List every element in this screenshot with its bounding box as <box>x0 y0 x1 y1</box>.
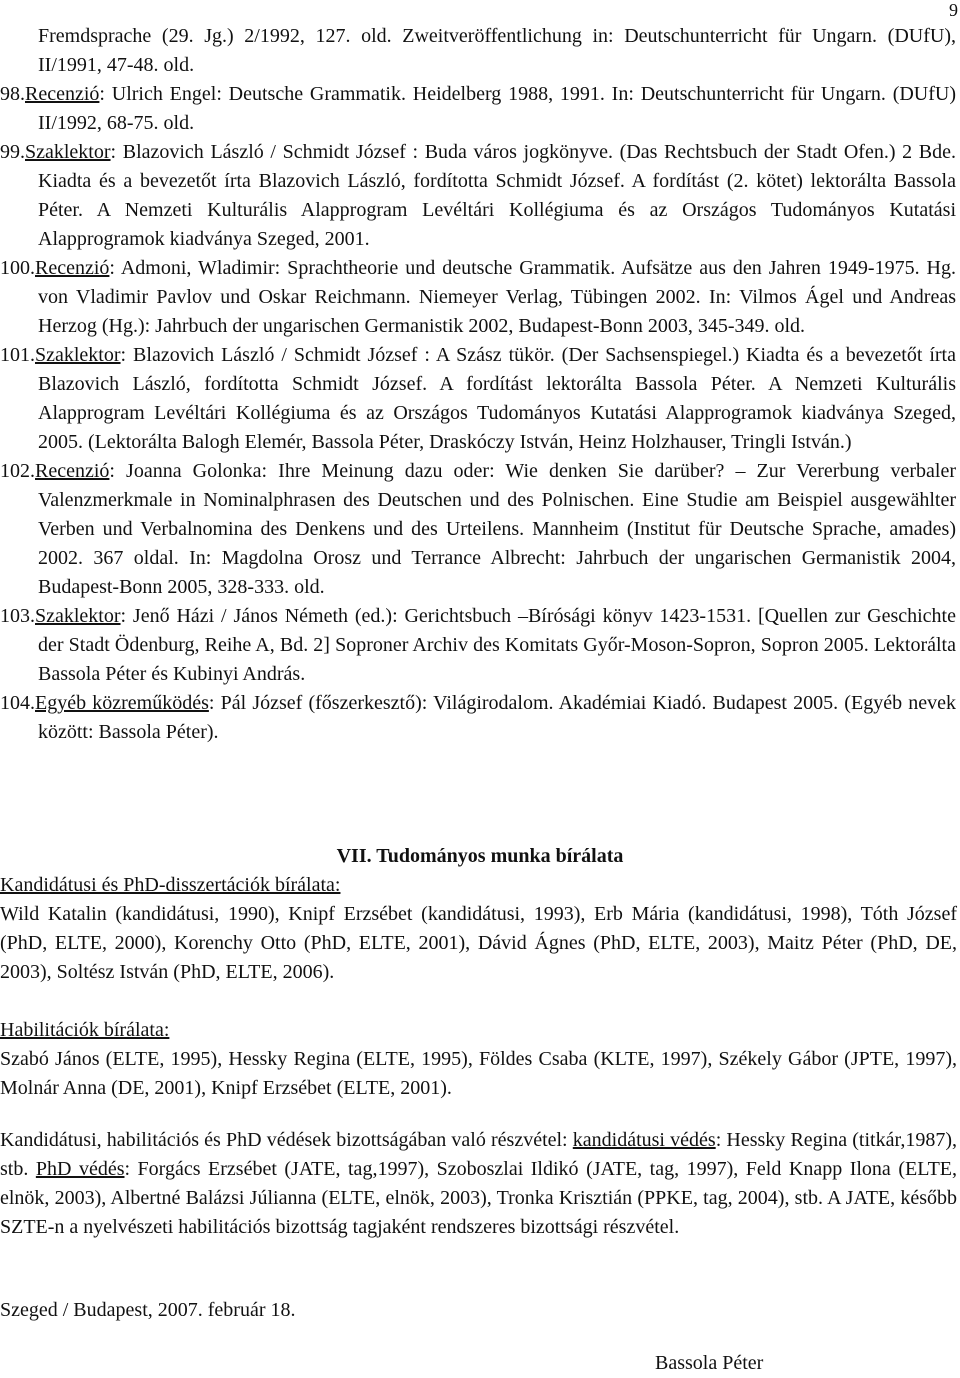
entry-number: 98. <box>0 83 25 105</box>
committee-text-2: : Forgács Erzsébet (JATE, tag,1997), Szoboszlai Ildikó (JATE, tag, 1997), Feld Knapp Ilona (ELTE, elnök, 2003), Albertné Balázsi Júlianna (ELTE, elnök, 2003), Tronka Krisztián (PPKE, tag, 2004), stb. A JATE, később SZTE-n a nyelvészeti habilitációs bizottság tagjaként rendszeres bizottsági részvétel. <box>0 1158 958 1238</box>
list-item <box>0 457 956 602</box>
place-and-date: Szeged / Budapest, 2007. február 18. <box>0 1299 296 1321</box>
entry-text: : Pál József (főszerkesztő): Világirodalom. Akadémiai Kiadó. Budapest 2005. (Egyéb nevek között: Bassola Péter). <box>38 692 956 743</box>
habilitation-review-text: Szabó János (ELTE, 1995), Hessky Regina (ELTE, 1995), Földes Csaba (KLTE, 1997), Székely Gábor (JPTE, 1997), Molnár Anna (DE, 2001), Knipf Erzsébet (ELTE, 2001). <box>0 1048 957 1099</box>
list-item <box>0 602 956 689</box>
section-title: VII. Tudományos munka bírálata <box>336 845 624 867</box>
entry-type-label: Szaklektor <box>35 344 121 366</box>
entry-number: 99. <box>0 141 25 163</box>
habilitation-review-heading: Habilitációk bírálata: <box>0 1019 170 1041</box>
entry-text: : Joanna Golonka: Ihre Meinung dazu oder: Wie denken Sie darüber? – Zur Vererbung verbaler Valenzmerkmale in Nominalphrasen des Deutschen und des Polnischen. Eine Studie am Beispiel ausgewählter Verben und Verbalnomina des Denkens und des Urteilens. Mannheim (Institut für Deutsche Sprache, amades) 2002. 367 oldal. In: Magdolna Orosz und Terrance Albrecht: Jahrbuch der ungarischen Germanistik 2004, Budapest-Bonn 2005, 328-333. old. <box>38 460 956 598</box>
dissertation-review-block <box>0 871 957 987</box>
committee-participation-paragraph <box>0 1126 957 1242</box>
committee-text-1: : Hessky Regina (titkár,1987), stb. <box>0 1129 957 1180</box>
committee-label-candidate: kandidátusi védés <box>572 1129 716 1151</box>
entry-number: 103. <box>0 605 35 627</box>
entry-number: 100. <box>0 257 35 279</box>
entry-type-label: Szaklektor <box>25 141 111 163</box>
entry-type-label: Recenzió <box>35 460 110 482</box>
entry-type-label: Egyéb közreműködés <box>35 692 209 714</box>
committee-label-phd: PhD védés <box>35 1158 125 1180</box>
entry-text: : Ulrich Engel: Deutsche Grammatik. Heidelberg 1988, 1991. In: Deutschunterricht für Ungarn. (DUfU) II/1992, 68-75. old. <box>38 83 956 134</box>
list-item <box>0 80 956 138</box>
list-item <box>0 254 956 341</box>
entry-text: : Jenő Házi / János Németh (ed.): Gerichtsbuch –Bírósági könyv 1423-1531. [Quellen zur Geschichte der Stadt Ödenburg, Reihe A, Bd. 2] Soproner Archiv des Komitats Győr-Moson-Sopron, Sopron 2005. Lektorálta Bassola Péter és Kubinyi András. <box>38 605 956 685</box>
dissertation-review-heading: Kandidátusi és PhD-disszertációk bírálata: <box>0 874 341 896</box>
entry-number: 102. <box>0 460 35 482</box>
entry-number: 104. <box>0 692 35 714</box>
entry-text: : Blazovich László / Schmidt József : Buda város jogkönyve. (Das Rechtsbuch der Stadt Ofen.) 2 Bde. Kiadta és a bevezetőt írta Blazovich László, fordította Schmidt József. A fordítást (2. kötet) lektorálta Bassola Péter. A Nemzeti Kulturális Alapprogram Levéltári Kollégiuma és az Országos Tudományos Kutatási Alapprogramok kiadványa Szeged, 2001. <box>38 141 956 250</box>
page-number: 9 <box>949 0 958 20</box>
committee-intro: Kandidátusi, habilitációs és PhD védések bizottságában való részvétel: <box>0 1129 573 1151</box>
entry-text: : Admoni, Wladimir: Sprachtheorie und deutsche Grammatik. Aufsätze aus den Jahren 1949-1975. Hg. von Vladimir Pavlov und Oskar Reichmann. Niemeyer Verlag, Tübingen 2002. In: Vilmos Ágel und Andreas Herzog (Hg.): Jahrbuch der ungarischen Germanistik 2002, Budapest-Bonn 2003, 345-349. old. <box>38 257 956 337</box>
entry-text: Fremdsprache (29. Jg.) 2/1992, 127. old. Zweitveröffentlichung in: Deutschunterricht für Ungarn. (DUfU), II/1991, 47-48. old. <box>38 25 956 76</box>
habilitation-review-block <box>0 1016 957 1103</box>
entry-type-label: Szaklektor <box>35 605 121 627</box>
signature-name: Bassola Péter <box>655 1352 764 1374</box>
list-item <box>38 22 956 80</box>
entry-text: : Blazovich László / Schmidt József : A Szász tükör. (Der Sachsenspiegel.) Kiadta és a bevezetőt írta Blazovich László, fordította Schmidt József. A fordítást lektorálta Bassola Péter. A Nemzeti Kulturális Alapprogram Levéltári Kollégiuma és az Országos Tudományos Kutatási Alapprogramok kiadványa Szeged, 2005. (Lektorálta Balogh Elemér, Bassola Péter, Draskóczy István, Heinz Holzhauser, Tringli István.) <box>38 344 956 453</box>
list-item <box>0 138 956 254</box>
dissertation-review-text: Wild Katalin (kandidátusi, 1990), Knipf Erzsébet (kandidátusi, 1993), Erb Mária (kandidátusi, 1998), Tóth József (PhD, ELTE, 2000), Korenchy Otto (PhD, ELTE, 2001), Dávid Ágnes (PhD, ELTE, 2003), Maitz Péter (PhD, DE, 2003), Soltész István (PhD, ELTE, 2006). <box>0 903 957 983</box>
entry-type-label: Recenzió <box>35 257 110 279</box>
entry-number: 101. <box>0 344 35 366</box>
publication-list <box>0 22 956 747</box>
list-item <box>0 689 956 747</box>
list-item <box>0 341 956 457</box>
entry-type-label: Recenzió <box>25 83 100 105</box>
